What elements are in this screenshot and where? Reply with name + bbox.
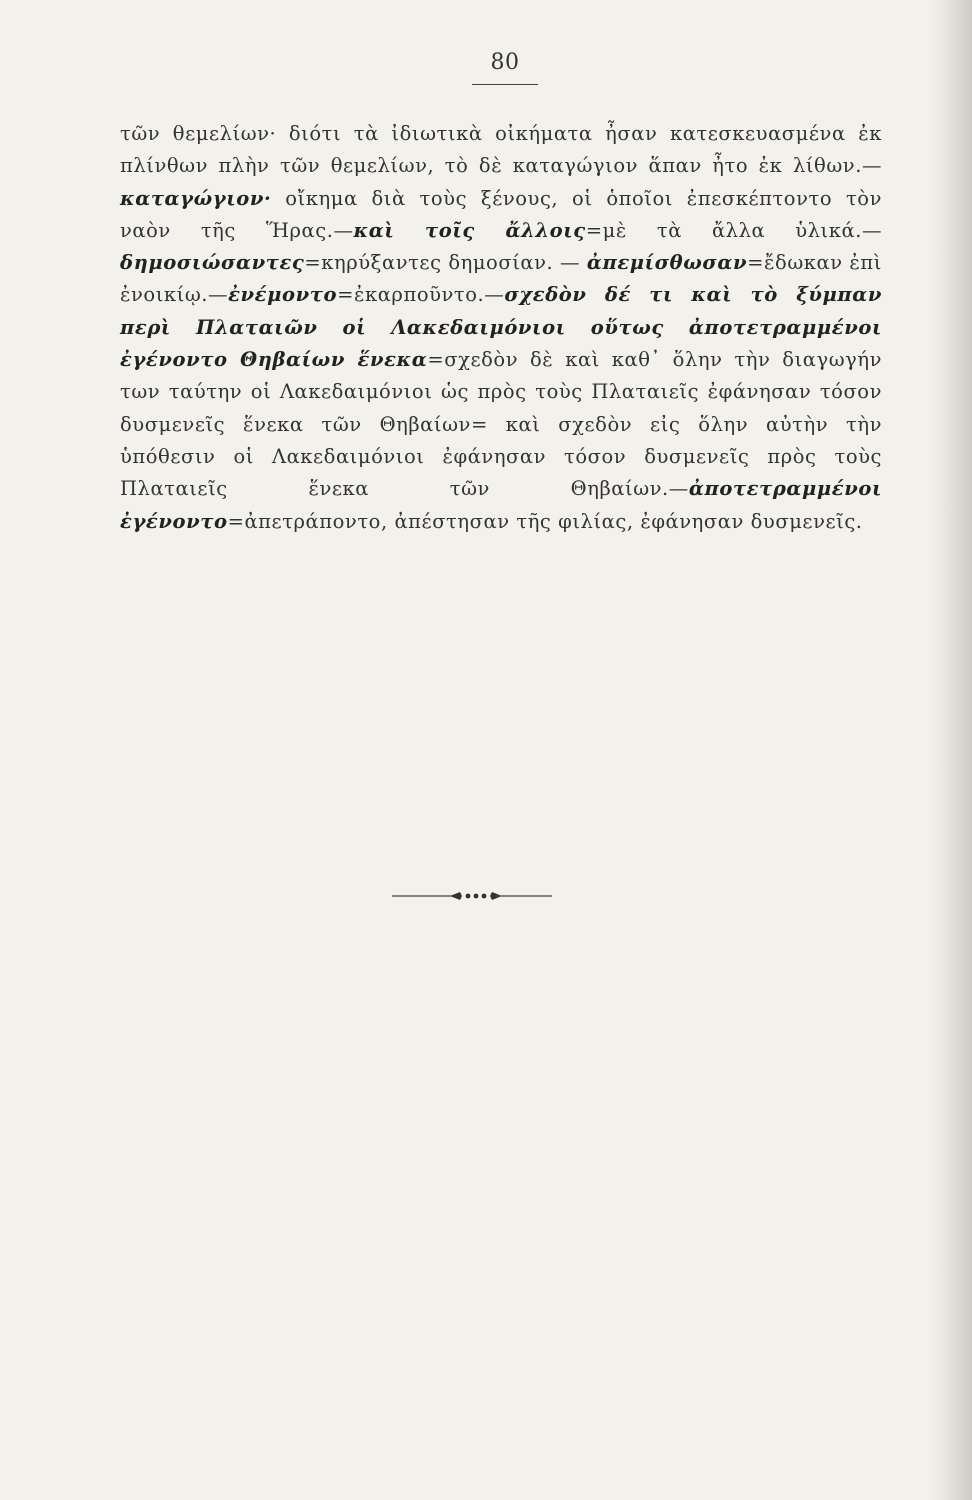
commentary-text: =ἐκαρποῦντο.— — [337, 283, 505, 307]
commentary-lemma: καὶ τοῖς ἄλλοις — [353, 218, 586, 242]
commentary-text: =ἀπετράποντο, ἀπέστησαν τῆς φιλίας, ἐφάνησαν δυσμενεῖς. — [227, 509, 863, 533]
commentary-paragraph — [120, 118, 882, 538]
commentary-lemma: ἀποτετραμμένοι ἐγένοντο — [120, 477, 882, 533]
commentary-lemma: σχεδὸν δέ τι καὶ τὸ ξύμπαν περὶ Πλαταιῶν οἱ Λακεδαιμόνιοι οὕτως ἀποτετραμμένοι ἐγένοντο Θηβαίων ἕνεκα — [120, 283, 882, 372]
commentary-text: =μὲ τὰ ἄλλα ὑλικά.— — [585, 218, 882, 242]
commentary-lemma: ἐνέμοντο — [228, 283, 338, 307]
page-number-rule — [472, 84, 538, 85]
page-number: 80 — [490, 50, 520, 75]
commentary-text: τῶν θεμελίων· διότι τὰ ἰδιωτικὰ οἰκήματα ἦσαν κατεσκευασμένα ἐκ πλίνθων πλὴν τῶν θεμελίων, τὸ δὲ καταγώγιον ἅπαν ἦτο ἐκ λίθων.— — [120, 122, 882, 178]
commentary-lemma: δημοσιώσαντες — [120, 251, 305, 275]
commentary-text: =ἔδωκαν ἐπὶ ἐνοικίῳ.— — [120, 251, 882, 307]
end-ornament — [392, 884, 552, 908]
commentary-text: =κηρύξαντες δημοσίαν. — — [304, 251, 587, 275]
commentary-text: οἴκημα διὰ τοὺς ξένους, οἱ ὁποῖοι ἐπεσκέπτοντο τὸν ναὸν τῆς Ἥρας.— — [120, 186, 882, 242]
commentary-lemma: ἀπεμίσθωσαν — [586, 251, 748, 275]
commentary-lemma: καταγώγιον· — [120, 186, 272, 210]
commentary-text: =σχεδὸν δὲ καὶ καθ᾽ ὅλην τὴν διαγωγήν των ταύτην οἱ Λακεδαιμόνιοι ὡς πρὸς τοὺς Πλαταιεῖς ἐφάνησαν τόσον δυσμενεῖς ἕνεκα τῶν Θηβαίων= καὶ σχεδὸν εἰς ὅλην αὐτὴν τὴν ὑπόθεσιν οἱ Λακεδαιμόνιοι ἐφάνησαν τόσον δυσμενεῖς πρὸς τοὺς Πλαταιεῖς ἕνεκα τῶν Θηβαίων.— — [120, 348, 882, 501]
